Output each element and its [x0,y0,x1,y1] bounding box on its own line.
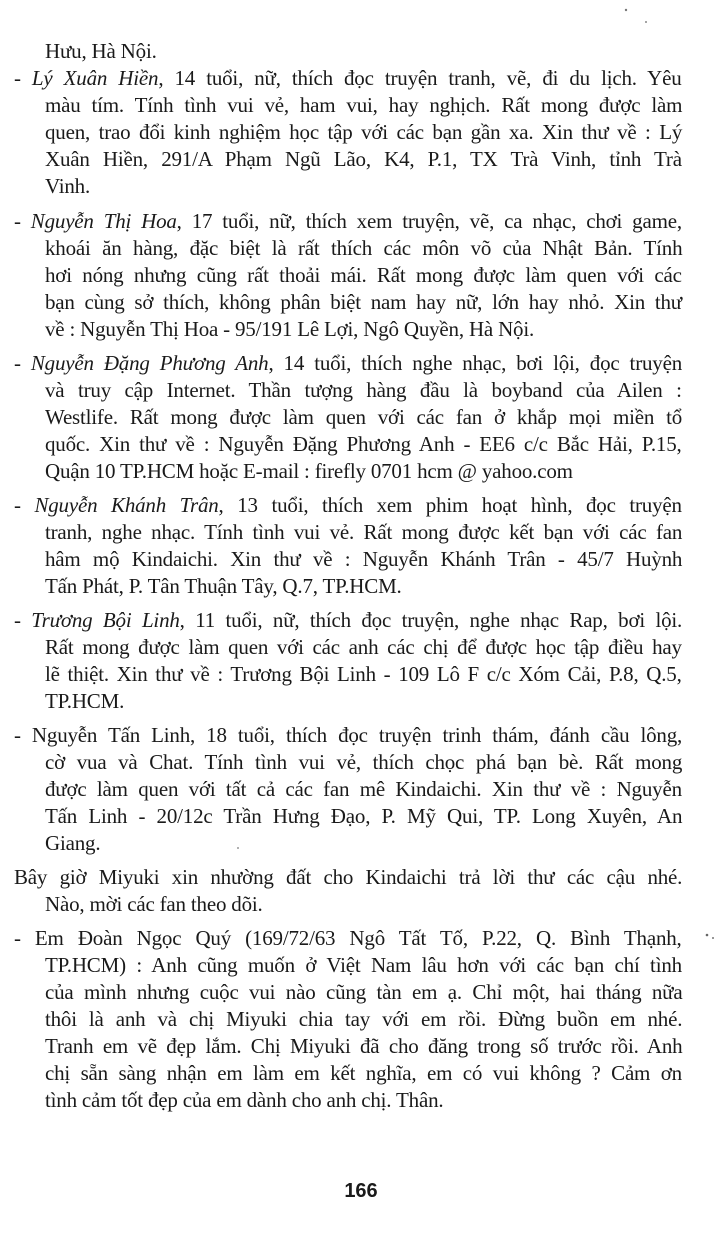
line-text: được làm quen với tất cả các fan mê Kindaichi. Xin thư về : Nguyễn [45,777,682,801]
text-line [14,607,682,634]
text-line [45,1087,443,1114]
line-text: Hưu, Hà Nội. [45,39,157,63]
text-line [45,38,157,65]
line-text: - [14,493,35,517]
text-line [14,350,682,377]
line-text: tình cảm tốt đẹp của em dành cho anh chị. Thân. [45,1088,444,1112]
speck [706,934,709,937]
line-text: - [14,66,32,90]
line-text: quen, trao đổi kinh nghiệm học tập với các bạn gần xa. Xin thư về : Lý [45,120,683,144]
line-text: TP.HCM) : Anh cũng muốn ở Việt Nam lâu hơn với các bạn chí tình [45,953,682,977]
page-number: 166 [344,1180,378,1202]
text-line [14,208,682,235]
text-line [45,776,682,803]
text-line [45,92,682,119]
text-line [45,830,100,857]
line-text: TP.HCM. [45,689,125,713]
text-line [14,925,682,952]
line-text: khoái ăn hàng, đặc biệt là rất thích các môn võ của Nhật Bản. Tính [45,236,683,260]
text-line [14,492,682,519]
text-line [45,952,682,979]
text-line [45,316,534,343]
line-text: Giang. [45,831,101,855]
text-line [45,688,124,715]
person-name: Nguyễn Đặng Phương Anh [30,351,269,375]
line-text: Tấn Phát, P. Tân Thuận Tây, Q.7, TP.HCM. [45,574,402,598]
text-line [45,404,682,431]
line-text: - [14,351,31,375]
text-line [45,173,90,200]
text-line [45,573,402,600]
line-text: , 14 tuổi, thích nghe nhạc, bơi lội, đọc truyện [268,351,683,375]
text-line [45,634,682,661]
line-text: , 11 tuổi, nữ, thích đọc truyện, nghe nhạc Rap, bơi lội. [179,608,683,632]
text-line [45,803,682,830]
text-line [14,864,682,891]
line-text: hâm mộ Kindaichi. Xin thư về : Nguyễn Khánh Trân - 45/7 Huỳnh [45,547,683,571]
text-line [45,289,682,316]
line-text: - [14,209,31,233]
line-text: màu tím. Tính tình vui vẻ, ham vui, hay nghịch. Rất mong được làm [45,93,683,117]
text-line [45,979,683,1006]
line-text: quốc. Xin thư về : Nguyễn Đặng Phương Anh - EE6 c/c Bắc Hải, P.15, [45,432,682,456]
speck [645,21,647,23]
line-text: Xuân Hiền, 291/A Phạm Ngũ Lão, K4, P.1, TX Trà Vinh, tỉnh Trà [45,147,682,171]
line-text: hơi nóng nhưng cũng rất thoải mái. Rất mong được làm quen với các [45,263,682,287]
line-text: chị sẵn sàng nhận em làm em kết nghĩa, em có vui không ? Cảm ơn [45,1061,682,1085]
text-line [45,891,263,918]
line-text: thôi là anh và chị Miyuki chia tay với em rồi. Đừng buồn em nhé. [45,1007,683,1031]
text-line [14,65,682,92]
text-line [45,458,573,485]
text-line [45,546,682,573]
person-name: Lý Xuân Hiền [31,66,159,90]
text-line [45,235,682,262]
text-line [45,146,682,173]
speck [237,847,239,849]
line-text: , 17 tuổi, nữ, thích xem truyện, vẽ, ca nhạc, chơi game, [176,209,682,233]
line-text: Rất mong được làm quen với các anh các chị để được học tập điều hay [45,635,682,659]
person-name: Nguyễn Thị Hoa [30,209,177,233]
person-name: Nguyễn Khánh Trân [34,493,219,517]
text-line [45,431,682,458]
line-text: , 14 tuổi, nữ, thích đọc truyện tranh, vẽ, đi du lịch. Yêu [158,66,682,90]
line-text: Westlife. Rất mong được làm quen với các fan ở khắp mọi miền tổ [45,405,683,429]
line-text: Tấn Linh - 20/12c Trần Hưng Đạo, P. Mỹ Qui, TP. Long Xuyên, An [45,804,683,828]
line-text: của mình nhưng cuộc vui nào cũng tàn em ạ. Chỉ một, hai tháng nữa [45,980,683,1004]
line-text: Vinh. [45,174,90,198]
person-name: Trương Bội Linh [31,608,180,632]
text-line [14,722,682,749]
text-line [45,749,682,776]
line-text: Quận 10 TP.HCM hoặc E-mail : firefly 0701 hcm @ yahoo.com [45,459,573,483]
line-text: - Em Đoàn Ngọc Quý (169/72/63 Ngô Tất Tố, P.22, Q. Bình Thạnh, [14,926,682,950]
line-text: - [14,608,32,632]
line-text: lẽ thiệt. Xin thư về : Trương Bội Linh - 109 Lô F c/c Xóm Cải, P.8, Q.5, [45,662,682,686]
text-line [45,262,682,289]
line-text: Nào, mời các fan theo dõi. [45,892,263,916]
text-line [45,1060,682,1087]
speck [712,937,714,939]
line-text: về : Nguyễn Thị Hoa - 95/191 Lê Lợi, Ngô Quyền, Hà Nội. [45,317,535,341]
speck [625,9,627,11]
text-line [45,661,682,688]
text-line [45,119,682,146]
line-text: Tranh em vẽ đẹp lắm. Chị Miyuki đã cho đăng trong số trước rồi. Anh [45,1034,683,1058]
line-text: Bây giờ Miyuki xin nhường đất cho Kindaichi trả lời thư các cậu nhé. [14,865,683,889]
text-line [45,377,682,404]
line-text: bạn cùng sở thích, không phân biệt nam hay nữ, lớn hay nhỏ. Xin thư [45,290,682,314]
line-text: tranh, nghe nhạc. Tính tình vui vẻ. Rất mong được kết bạn với các fan [45,520,683,544]
line-text: , 13 tuổi, thích xem phim hoạt hình, đọc truyện [218,493,682,517]
text-line [45,1033,682,1060]
line-text: cờ vua và Chat. Tính tình vui vẻ, thích chọc phá bạn bè. Rất mong [45,750,683,774]
line-text: - Nguyễn Tấn Linh, 18 tuổi, thích đọc truyện trinh thám, đánh cầu lông, [14,723,683,747]
line-text: và truy cập Internet. Thần tượng hàng đầu là boyband của Ailen : [45,378,682,402]
text-line [45,1006,682,1033]
text-line [45,519,682,546]
